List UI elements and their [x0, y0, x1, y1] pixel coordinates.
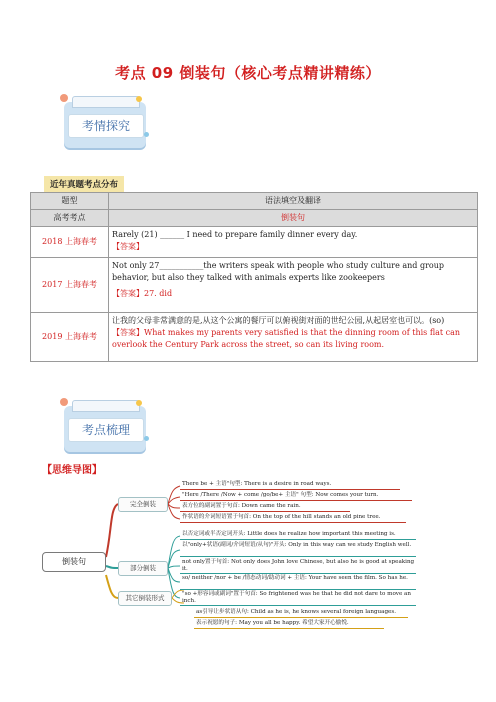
answer-text: 【答案】What makes my parents very satisfied is that the dinning room of this flat can overlook the Century Park across the street, so can its living room.	[112, 328, 461, 349]
mindmap-leaf: 作状语的介词短语置于句首: On the top of the hill stands an old pine tree.	[182, 514, 381, 520]
question-text: 让我的父母非常满意的是,从这个公寓的餐厅可以俯视街对面的世纪公园,从起居室也可以。(so)	[112, 316, 445, 325]
question-text: Rarely (21) ______ I need to prepare family dinner every day.	[112, 230, 358, 239]
table-cell: 2019 上海春考	[31, 313, 109, 362]
mindmap-leaf: "Here /There /Now + come /go/be+ 主语" 句型: Now comes your turn.	[182, 492, 379, 498]
mindmap-leaf: 以否定词或半否定词开头: Little does he realize how important this meeting is.	[182, 531, 396, 537]
kaoqing-label: 考情探究	[68, 114, 144, 138]
answer-text: 【答案】	[112, 242, 144, 251]
branch-partial-inversion: 部分倒装	[118, 561, 168, 576]
branch-complete-inversion: 完全倒装	[118, 497, 168, 512]
branch-other-inversion: 其它倒装形式	[118, 591, 172, 606]
table-cell: 高考考点	[31, 210, 109, 227]
table-cell: 2017 上海春考	[31, 258, 109, 313]
mindmap-leaf: There be + 主语"句型: There is a desire in road ways.	[182, 481, 332, 487]
mindmap-root: 倒装句	[42, 552, 106, 572]
kaodian-label: 考点梳理	[68, 418, 144, 442]
answer-text: 【答案】27. did	[112, 289, 173, 298]
question-text: Not only 27___________the writers speak with people who study culture and group behavior, but also they talked with animals experts like zookeepers	[112, 261, 445, 282]
mindmap-leaf: 表示祝愿的句子: May you all be happy. 希望大家开心愉悦.	[196, 620, 349, 626]
mindmap-leaf: "so +形容词或副词"置于句首: So frightened was he that he did not dare to move an inch.	[182, 591, 411, 604]
table-cell: 语法填空及翻译	[109, 193, 478, 210]
mindmap-heading: 【思维导图】	[42, 465, 102, 476]
mindmap-leaf: 以"only+状语(副词/介词短语/从句)"开头: Only in this way can we study English well.	[182, 542, 412, 548]
table-cell: 倒装句	[109, 210, 478, 227]
page-title: 考点 09 倒装句（核心考点精讲精练）	[115, 64, 381, 82]
table-cell: 2018 上海春考	[31, 227, 109, 258]
mindmap-leaf: so/ neither /nor + be /情态动词/助动词 + 主语: Your have seen the film. So has he.	[182, 575, 408, 581]
mindmap-leaf: as引导让步状语从句: Child as he is, he knows several foreign languages.	[196, 609, 397, 615]
table-cell: 题型	[31, 193, 109, 210]
mindmap-leaf: not only置于句首: Not only does John love Chinese, but also he is good at speaking it.	[182, 559, 415, 572]
mindmap-leaf: 表方位的副词置于句首: Down came the rain.	[182, 503, 301, 509]
table-caption: 近年真题考点分布	[44, 176, 124, 192]
